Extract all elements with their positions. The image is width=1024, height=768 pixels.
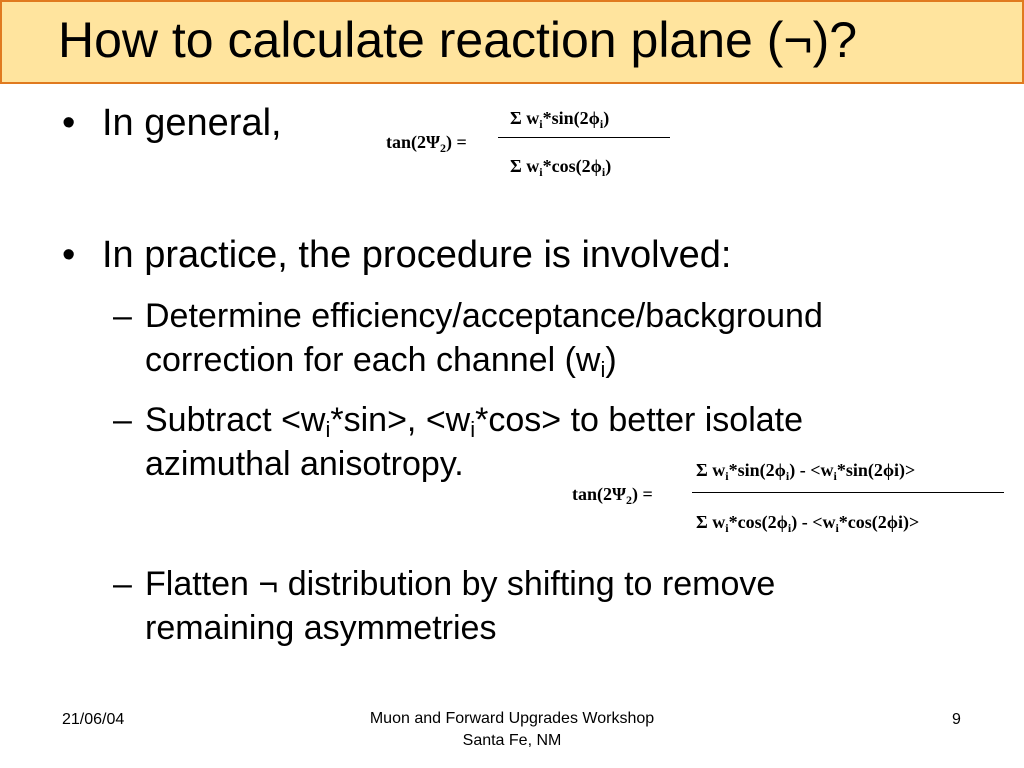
dash: –	[113, 297, 132, 335]
formula-general	[386, 100, 686, 190]
fraction-bar	[498, 137, 670, 138]
formula-numerator: Σ $w_i*\sin(2\phi_i)$	[510, 108, 610, 131]
subbullet-determine	[113, 294, 823, 382]
bullet-in-general	[62, 100, 282, 146]
formula-practice	[572, 454, 1012, 544]
bullet-in-practice	[62, 232, 732, 278]
subbullet-line: remaining asymmetries	[145, 609, 497, 647]
footer-event-location: Santa Fe, NM	[462, 732, 562, 749]
fraction-bar	[692, 492, 1004, 493]
bullet-dot: •	[62, 234, 76, 276]
title-bar	[0, 0, 1024, 84]
subbullet-line: Flatten ¬ distribution by shifting to remove	[145, 565, 776, 603]
formula-denominator: Σ $w_i*\cos(2\phi_i) - <w_i*\cos(2\phi i)>$	[696, 512, 920, 535]
bullet-text: In general,	[102, 102, 282, 144]
footer-event	[312, 708, 712, 752]
subbullet-line: azimuthal anisotropy.	[145, 445, 464, 483]
formula-lhs: $\tan(2\Psi_2)$ =	[386, 132, 467, 155]
footer-page-number: 9	[952, 711, 961, 728]
reaction-plane-symbol: ¬	[258, 565, 279, 603]
subbullet-line: Determine efficiency/acceptance/background	[145, 297, 823, 335]
subbullet-flatten	[113, 562, 776, 650]
formula-numerator: Σ $w_i*\sin(2\phi_i) - <w_i*\sin(2\phi i)>$	[696, 460, 916, 483]
subbullet-line: correction for each channel $(w_i)$	[145, 341, 617, 382]
dash: –	[113, 565, 132, 603]
bullet-dot: •	[62, 102, 76, 144]
dash: –	[113, 401, 132, 439]
slide-title: How to calculate reaction plane (¬)?	[58, 12, 858, 68]
footer-date: 21/06/04	[62, 711, 125, 728]
formula-lhs: $\tan(2\Psi_2)$ =	[572, 484, 653, 507]
formula-denominator: Σ $w_i*\cos(2\phi_i)$	[510, 156, 612, 179]
subbullet-line: Subtract $<w_i*\sin>$, $<w_i*\cos>$ to better isolate	[145, 401, 804, 442]
footer-event-name: Muon and Forward Upgrades Workshop	[369, 710, 655, 727]
bullet-text: In practice, the procedure is involved:	[102, 234, 732, 276]
